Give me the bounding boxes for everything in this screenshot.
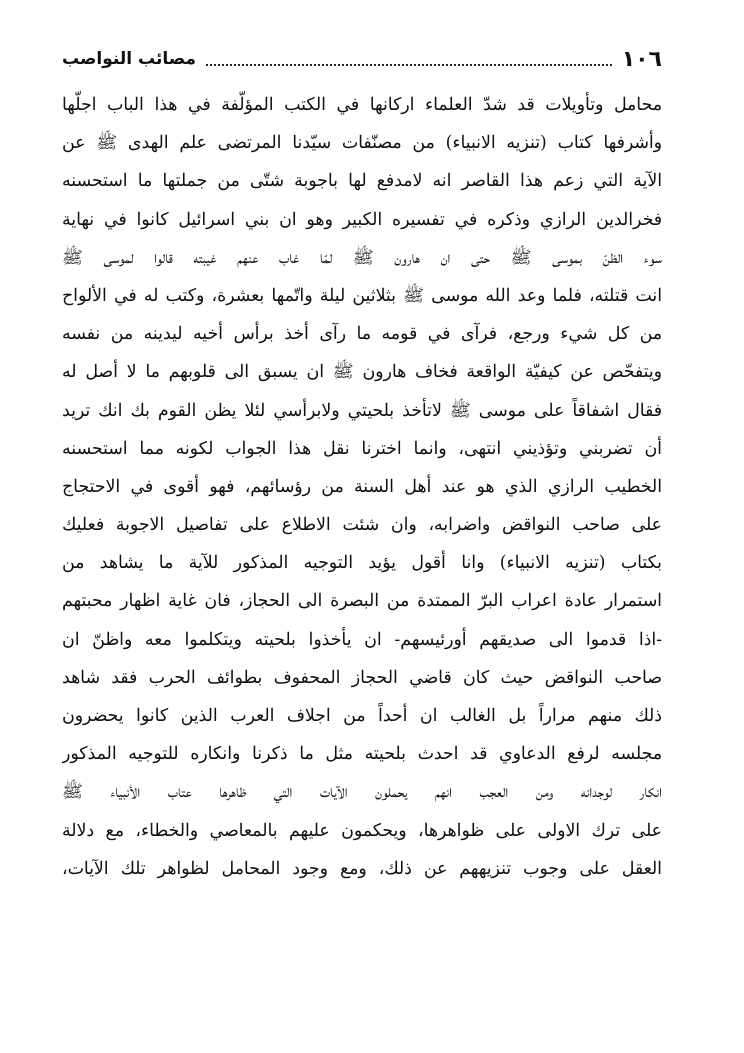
text-line: العقل على وجوب تنزيههم عن ذلك، ومع وجود المحامل لظواهر تلك الآيات، bbox=[62, 858, 662, 879]
text-line: فقال اشفاقاً على موسى ﷺ لاتأخذ بلحيتي ولابرأسي لئلا يظن القوم بك انك تريد bbox=[62, 400, 662, 421]
text-line: الآية التي زعم هذا القاصر انه لامدفع لها باجوبة شتّى من جملتها ما استحسنه bbox=[62, 171, 662, 192]
page-header bbox=[62, 44, 662, 74]
text-line: على صاحب النواقض واضرابه، وان شئت الاطلاع على تفاصيل الاجوبة فعليك bbox=[62, 515, 662, 536]
text-line: ويتفحّص عن كيفيّة الواقعة فخاف هارون ﷺ ان يسبق الى قلوبهم ما لا أصل له bbox=[62, 362, 662, 383]
text-line: محامل وتأويلات قد شدّ العلماء اركانها في الكتب المؤلّفة في هذا الباب اجلّها bbox=[62, 95, 662, 115]
text-line: صاحب النواقض حيث كان قاضي الحجاز المحفوف بطوائف الحرب فقد شاهد bbox=[62, 667, 662, 688]
running-title: مصائب النواصب bbox=[62, 49, 197, 69]
text-line: وأشرفها كتاب (تنزيه الانبياء) من مصنّفات سيّدنا المرتضى علم الهدى ﷺ عن bbox=[62, 133, 662, 154]
text-line: ذلك منهم مراراً بل الغالب ان أحداً من اجلاف العرب الذين كانوا يحضرون bbox=[62, 706, 662, 726]
text-line: مجلسه لرفع الدعاوي قد احدث بلحيته مثل ما ذكرنا وانكاره للتوجيه المذكور bbox=[62, 744, 662, 765]
text-line: الخطيب الرازي الذي هو عند أهل السنة من رؤسائهم، فهو أقوى في الاحتجاج bbox=[62, 476, 662, 497]
text-line: بكتاب (تنزيه الانبياء) وانا أقول يؤيد التوجيه المذكور للآية ما يشاهد من bbox=[62, 553, 662, 574]
dotted-leader bbox=[206, 52, 612, 66]
text-line: انت قتلته، فلما وعد الله موسى ﷺ بثلاثين ليلة واتّمها بعشرة، وكتب له في الألواح bbox=[62, 285, 662, 306]
text-line: استمرار عادة اعراب البرّ الممتدة من البصرة الى الحجاز، فان غاية اظهار محبتهم bbox=[62, 591, 662, 612]
body-text bbox=[62, 86, 662, 888]
text-line: -اذا قدموا الى صديقهم أورئيسهم- ان يأخذوا بلحيته ويتكلموا معه واظنّ ان bbox=[62, 629, 662, 650]
text-line: أن تضربني وتؤذيني انتهى، وانما اخترنا نقل هذا الجواب لكونه مما استحسنه bbox=[62, 438, 662, 459]
text-line: سوء الظنّ بموسى ﷺ حتى ان هارون ﷺ لمّا غاب عنهم غيبته قالوا لموسى ﷺ bbox=[62, 247, 662, 268]
text-line: من كل شيء ورجع، فرآى في قومه ما رآى أخذ برأس أخيه ليدينه من نفسه bbox=[62, 324, 662, 345]
text-line: انكار لوجدانه ومن العجب انهم يحملون الآيات التي ظاهرها عتاب الأنبياء ﷺ bbox=[62, 782, 662, 803]
page-number: ١٠٦ bbox=[621, 46, 662, 72]
text-line: على ترك الاولى على ظواهرها، ويحكمون عليهم بالمعاصي والخطاء، مع دلالة bbox=[62, 820, 662, 841]
text-line: فخرالدين الرازي وذكره في تفسيره الكبير وهو ان بني اسرائيل كانوا في نهاية bbox=[62, 209, 662, 230]
